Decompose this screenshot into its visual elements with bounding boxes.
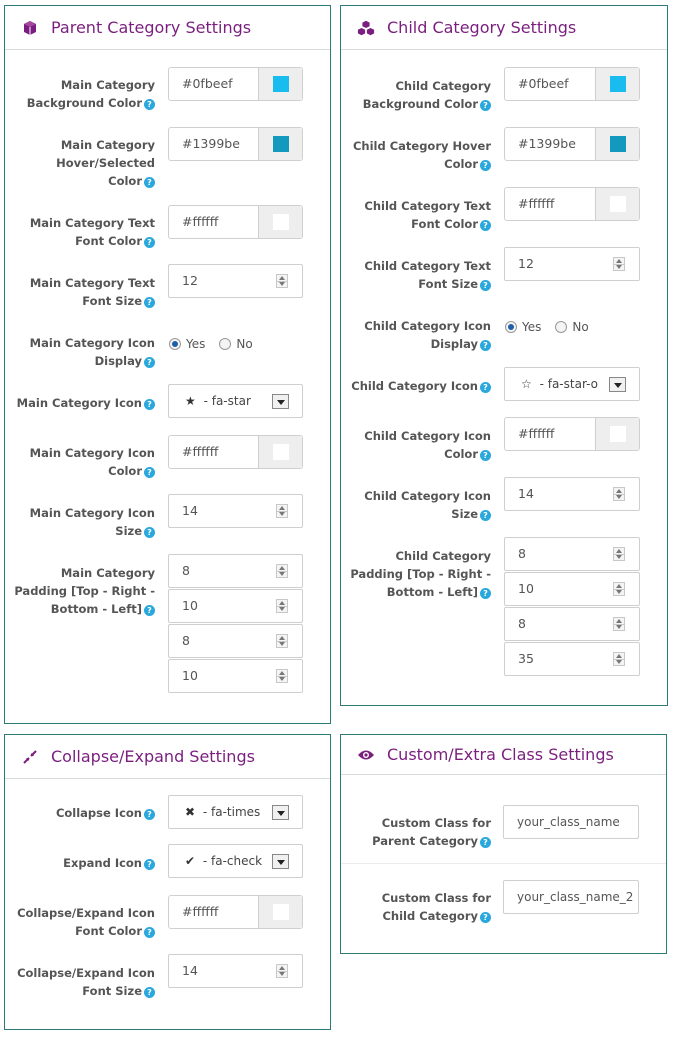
collapse-panel-title: Collapse/Expand Settings [51, 747, 255, 766]
spinner-arrows[interactable] [276, 504, 288, 518]
color-swatch [273, 136, 289, 152]
color-picker-button[interactable] [258, 68, 302, 100]
parent-padding-label: Main Category Padding [Top - Right - Bottom - Left] ? [14, 566, 155, 616]
spinner-arrows[interactable] [613, 582, 625, 596]
help-icon[interactable]: ? [480, 588, 491, 599]
collapse-icon-select[interactable]: ✖ - fa-times [168, 795, 303, 829]
help-icon[interactable]: ? [480, 280, 491, 291]
collapse-color-field[interactable]: #ffffff [168, 895, 303, 929]
radio-button[interactable] [505, 321, 517, 333]
help-icon[interactable]: ? [480, 160, 491, 171]
help-icon[interactable]: ? [144, 605, 155, 616]
color-swatch [610, 196, 626, 212]
dropdown-arrow[interactable] [272, 805, 289, 820]
child-icon-color-field[interactable]: #ffffff [504, 417, 640, 451]
child-icon-display-radios [505, 320, 603, 334]
parent-hover-color-label: Main Category Hover/Selected Color ? [56, 138, 155, 188]
color-swatch [273, 904, 289, 920]
times-icon: ✖ [185, 805, 196, 819]
custom-parent-class-label: Custom Class for Parent Category ? [372, 816, 491, 848]
help-icon[interactable]: ? [480, 340, 491, 351]
custom-parent-class-input[interactable]: your_class_name [503, 805, 639, 839]
color-swatch [610, 76, 626, 92]
parent-icon-color-field[interactable]: #ffffff [168, 435, 303, 469]
help-icon[interactable]: ? [144, 357, 155, 368]
parent-icon-size-label: Main Category Icon Size ? [29, 506, 155, 538]
parent-icon-display-radios [169, 337, 267, 351]
spinner-arrows[interactable] [613, 547, 625, 561]
help-icon[interactable]: ? [144, 99, 155, 110]
parent-padding-top-input[interactable]: 8 [168, 554, 303, 588]
parent-icon-label: Main Category Icon ? [5, 394, 155, 412]
collapse-panel-header [5, 735, 330, 779]
parent-icon-display-label: Main Category Icon Display ? [29, 336, 155, 368]
radio-yes[interactable]: Yes [505, 320, 541, 334]
eye-icon [357, 746, 375, 764]
parent-icon-select[interactable]: ★ - fa-star [168, 384, 303, 418]
parent-icon-size-input[interactable]: 14 [168, 494, 303, 528]
child-hover-color-field[interactable]: #1399be [504, 127, 640, 161]
collapse-expand-panel [4, 734, 331, 1030]
dropdown-arrow[interactable] [272, 854, 289, 869]
help-icon[interactable]: ? [144, 297, 155, 308]
child-hover-color-label: Child Category Hover Color ? [352, 139, 491, 171]
child-text-color-label: Child Category Text Font Color ? [364, 199, 491, 231]
color-picker-button[interactable] [258, 436, 302, 468]
radio-button[interactable] [169, 338, 181, 350]
help-icon[interactable]: ? [144, 399, 155, 410]
collapse-size-input[interactable]: 14 [168, 954, 303, 988]
child-font-size-label: Child Category Text Font Size ? [364, 259, 491, 291]
color-picker-button[interactable] [258, 206, 302, 238]
dropdown-arrow[interactable] [272, 394, 289, 409]
spinner-arrows[interactable] [613, 487, 625, 501]
child-padding-top-input[interactable]: 8 [504, 537, 640, 571]
child-icon-color-label: Child Category Icon Color ? [364, 429, 491, 461]
color-swatch [610, 426, 626, 442]
spinner-arrows[interactable] [276, 634, 288, 648]
help-icon[interactable]: ? [480, 450, 491, 461]
color-picker-button[interactable] [595, 188, 639, 220]
color-swatch [273, 76, 289, 92]
parent-bg-color-label: Main Category Background Color ? [26, 78, 155, 110]
help-icon[interactable]: ? [480, 510, 491, 521]
radio-yes[interactable]: Yes [169, 337, 205, 351]
color-picker-button[interactable] [258, 128, 302, 160]
child-text-color-field[interactable]: #ffffff [504, 187, 640, 221]
help-icon[interactable]: ? [480, 100, 491, 111]
parent-panel-title: Parent Category Settings [51, 18, 252, 37]
parent-bg-color-field[interactable]: #0fbeef [168, 67, 303, 101]
child-category-panel [340, 5, 668, 706]
help-icon[interactable]: ? [144, 467, 155, 478]
spinner-arrows[interactable] [613, 652, 625, 666]
child-padding-bottom-input[interactable]: 8 [504, 607, 640, 641]
parent-text-color-label: Main Category Text Font Color ? [29, 216, 155, 248]
parent-hover-color-field[interactable]: #1399be [168, 127, 303, 161]
child-padding-right-input[interactable]: 10 [504, 572, 640, 606]
radio-no[interactable]: No [555, 320, 588, 334]
parent-font-size-input[interactable]: 12 [168, 264, 303, 298]
custom-class-panel [340, 734, 667, 954]
dropdown-arrow[interactable] [609, 377, 626, 392]
help-icon[interactable]: ? [144, 177, 155, 188]
child-icon-select[interactable]: ☆ - fa-star-o [504, 367, 640, 401]
spinner-arrows[interactable] [276, 564, 288, 578]
radio-button[interactable] [555, 321, 567, 333]
star-outline-icon: ☆ [521, 377, 532, 391]
divider [341, 863, 666, 864]
check-icon: ✔ [185, 854, 196, 868]
help-icon[interactable]: ? [144, 809, 155, 820]
parent-padding-right-input[interactable]: 10 [168, 589, 303, 623]
parent-text-color-field[interactable]: #ffffff [168, 205, 303, 239]
child-padding-label: Child Category Padding [Top - Right - Bottom - Left] ? [350, 549, 491, 599]
child-panel-header [341, 6, 667, 50]
help-icon[interactable]: ? [144, 237, 155, 248]
help-icon[interactable]: ? [480, 912, 491, 923]
expand-icon-select[interactable]: ✔ - fa-check [168, 844, 303, 878]
parent-category-panel [4, 5, 331, 724]
child-bg-color-label: Child Category Background Color ? [362, 79, 491, 111]
child-icon-size-input[interactable]: 14 [504, 477, 640, 511]
custom-panel-title: Custom/Extra Class Settings [387, 745, 614, 764]
child-padding-left-input[interactable]: 35 [504, 642, 640, 676]
custom-child-class-input[interactable]: your_class_name_2 [503, 880, 639, 914]
spinner-arrows[interactable] [276, 964, 288, 978]
child-icon-size-label: Child Category Icon Size ? [364, 489, 491, 521]
spinner-arrows[interactable] [276, 669, 288, 683]
cubes-icon [357, 19, 375, 37]
child-bg-color-field[interactable]: #0fbeef [504, 67, 640, 101]
spinner-arrows[interactable] [276, 599, 288, 613]
help-icon[interactable]: ? [480, 382, 491, 393]
cube-icon [21, 19, 39, 37]
expand-icon-label: Expand Icon ? [5, 854, 155, 872]
help-icon[interactable]: ? [144, 859, 155, 870]
color-swatch [273, 444, 289, 460]
collapse-color-label: Collapse/Expand Icon Font Color ? [17, 906, 155, 938]
parent-font-size-label: Main Category Text Font Size ? [29, 276, 155, 308]
help-icon[interactable]: ? [144, 527, 155, 538]
collapse-size-label: Collapse/Expand Icon Font Size ? [17, 966, 155, 998]
child-icon-display-label: Child Category Icon Display ? [364, 319, 491, 351]
help-icon[interactable]: ? [480, 837, 491, 848]
compress-icon [21, 748, 39, 766]
spinner-arrows[interactable] [276, 274, 288, 288]
spinner-arrows[interactable] [613, 617, 625, 631]
custom-child-class-label: Custom Class for Child Category ? [381, 891, 491, 923]
parent-padding-bottom-input[interactable]: 8 [168, 624, 303, 658]
help-icon[interactable]: ? [144, 987, 155, 998]
color-picker-button[interactable] [258, 896, 302, 928]
custom-panel-header [341, 735, 666, 775]
color-swatch [610, 136, 626, 152]
star-icon: ★ [185, 394, 196, 408]
radio-no[interactable]: No [219, 337, 252, 351]
color-swatch [273, 214, 289, 230]
child-font-size-input[interactable]: 12 [504, 247, 640, 281]
help-icon[interactable]: ? [480, 220, 491, 231]
spinner-arrows[interactable] [613, 257, 625, 271]
child-icon-label: Child Category Icon ? [341, 377, 491, 395]
collapse-icon-label: Collapse Icon ? [5, 804, 155, 822]
color-picker-button[interactable] [595, 68, 639, 100]
help-icon[interactable]: ? [144, 927, 155, 938]
color-picker-button[interactable] [595, 418, 639, 450]
parent-padding-left-input[interactable]: 10 [168, 659, 303, 693]
radio-button[interactable] [219, 338, 231, 350]
parent-icon-color-label: Main Category Icon Color ? [29, 446, 155, 478]
parent-panel-header [5, 6, 330, 50]
child-panel-title: Child Category Settings [387, 18, 577, 37]
color-picker-button[interactable] [595, 128, 639, 160]
